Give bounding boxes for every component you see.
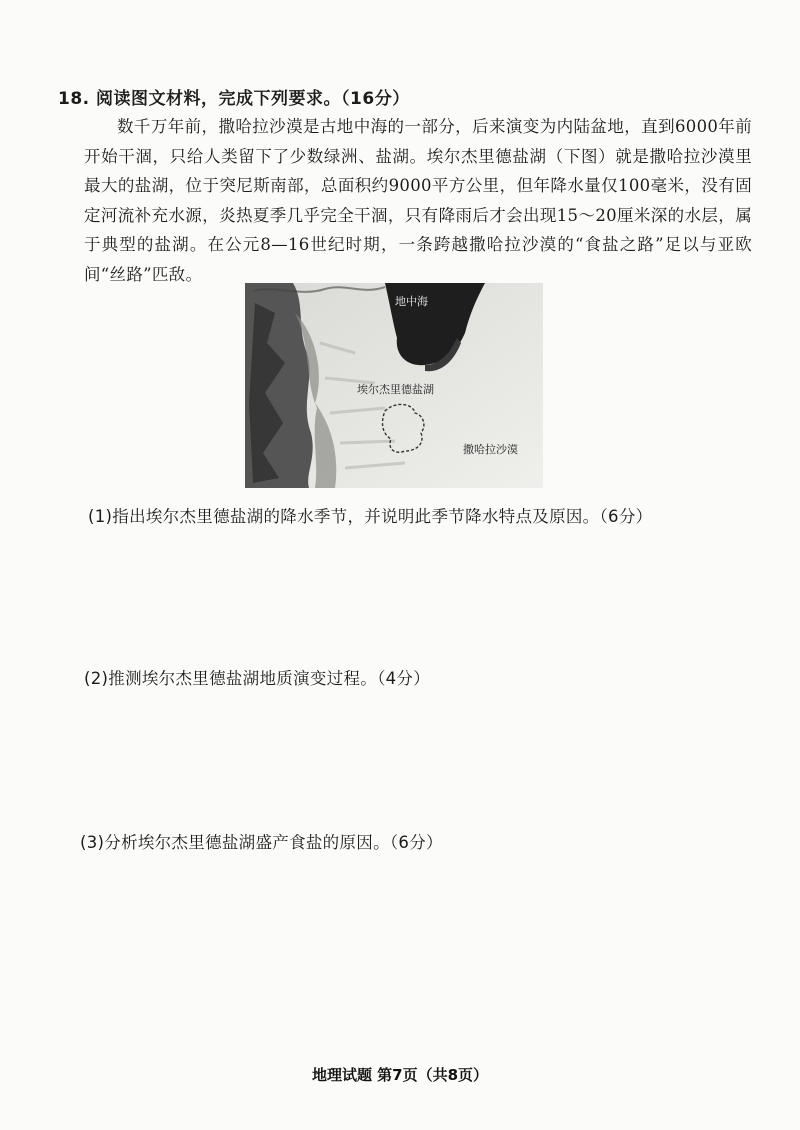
- lake-label: 埃尔杰里德盐湖: [357, 383, 434, 396]
- question-passage: 数千万年前，撒哈拉沙漠是古地中海的一部分，后来演变为内陆盆地，直到6000年前开始干涸，只给人类留下了少数绿洲、盐湖。埃尔杰里德盐湖（下图）就是撒哈拉沙漠里最大的盐湖，位于突尼斯南部，总面积约9000平方公里，但年降水量仅100毫米，没有固定河流补充水源，炎热夏季几乎完全干涸，只有降雨后才会出现15～20厘米深的水层，属于典型的盐湖。在公元8—16世纪时期，一条跨越撒哈拉沙漠的“食盐之路”足以与亚欧间“丝路”匹敌。: [84, 117, 752, 284]
- sub-question-2: (2)推测埃尔杰里德盐湖地质演变过程。（4分）: [84, 669, 431, 688]
- page-footer: 地理试题 第7页（共8页）: [311, 1066, 489, 1084]
- map-figure: [245, 283, 543, 488]
- question-title: 18. 阅读图文材料，完成下列要求。（16分）: [58, 89, 410, 109]
- desert-label: 撒哈拉沙漠: [463, 443, 518, 456]
- sub-question-1: (1)指出埃尔杰里德盐湖的降水季节，并说明此季节降水特点及原因。（6分）: [88, 507, 653, 526]
- sea-label: 地中海: [395, 295, 428, 308]
- sub-question-3: (3)分析埃尔杰里德盐湖盛产食盐的原因。（6分）: [80, 833, 443, 852]
